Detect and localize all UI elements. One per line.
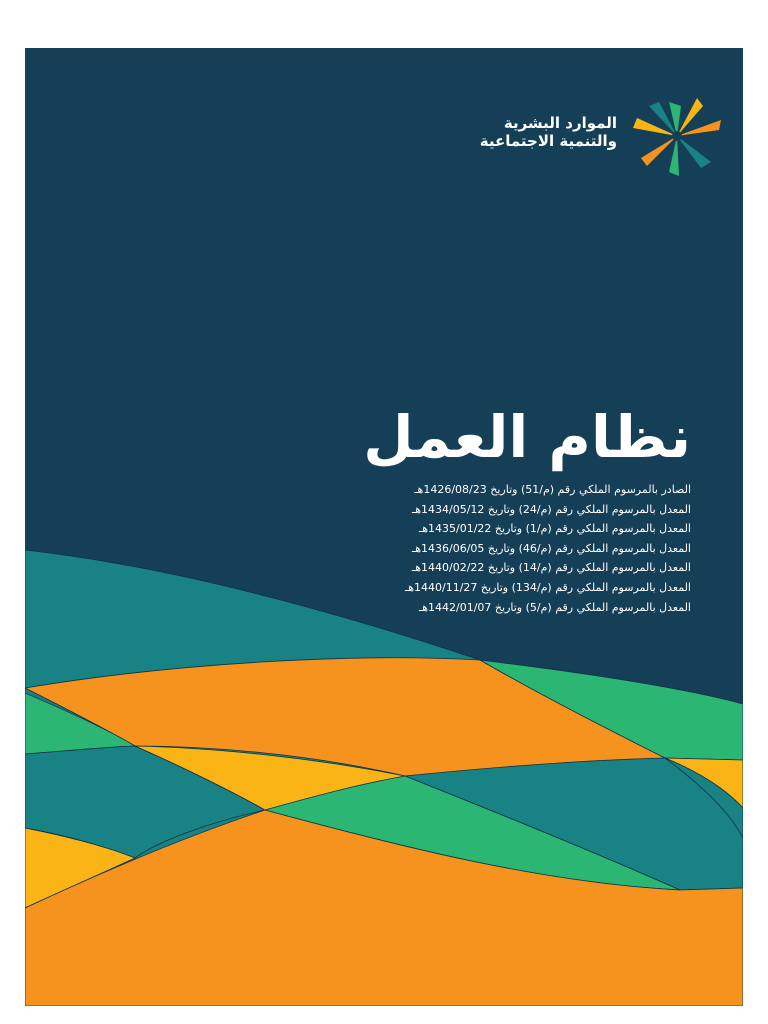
decree-list	[405, 480, 691, 617]
organization-name-line2: والتنمية الاجتماعية	[479, 132, 617, 150]
document-title: نظام العمل	[363, 402, 691, 471]
decree-item: المعدل بالمرسوم الملكي رقم (م/1) وتاريخ 1435/01/22هـ	[418, 522, 691, 536]
organization-name-line1: الموارد البشرية	[503, 114, 617, 132]
decree-item: المعدل بالمرسوم الملكي رقم (م/46) وتاريخ 1436/06/05هـ	[411, 541, 691, 555]
organization-logo	[425, 96, 725, 176]
document-cover	[25, 48, 743, 1006]
decree-item: المعدل بالمرسوم الملكي رقم (م/134) وتاريخ 1440/11/27هـ	[404, 580, 691, 594]
organization-name	[480, 114, 617, 150]
decree-item: الصادر بالمرسوم الملكي رقم (م/51) وتاريخ 1426/08/23هـ	[414, 483, 691, 496]
decree-item: المعدل بالمرسوم الملكي رقم (م/14) وتاريخ 1440/02/22هـ	[411, 561, 691, 575]
star-logo-icon	[627, 96, 725, 176]
decree-item: المعدل بالمرسوم الملكي رقم (م/24) وتاريخ 1434/05/12هـ	[411, 502, 691, 516]
decree-item: المعدل بالمرسوم الملكي رقم (م/5) وتاريخ 1442/01/07هـ	[418, 600, 691, 614]
